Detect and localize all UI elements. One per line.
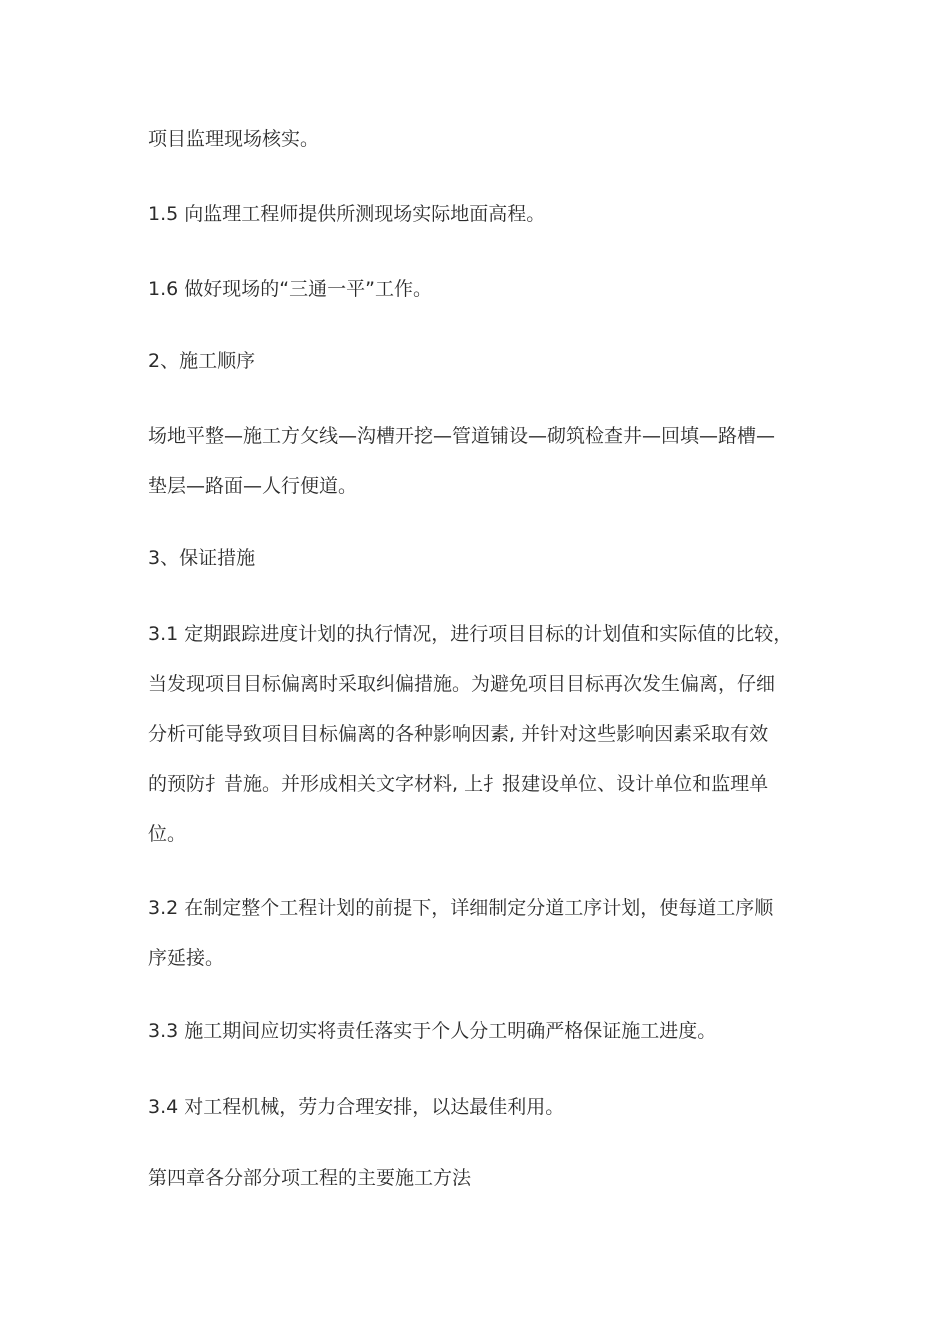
text-line: 的预防扌昔施。并形成相关文字材料, 上扌报建设单位、设计单位和监理单 <box>148 773 769 795</box>
heading-text: 第四章各分部分项工程的主要施工方法 <box>148 1167 472 1189</box>
text-line: 垫层—路面—人行便道。 <box>148 475 358 497</box>
text-line: 项目监理现场核实。 <box>148 128 320 150</box>
paragraph-1-6 <box>148 264 838 314</box>
paragraph-sequence <box>148 411 838 511</box>
chapter-heading-4 <box>148 1153 838 1203</box>
text-line: 3.1 定期跟踪进度计划的执行情况，进行项目目标的计划值和实际值的比较， <box>148 623 793 645</box>
paragraph-continuation <box>148 114 838 164</box>
section-heading-2 <box>148 336 838 386</box>
text-line: 分析可能导致项目目标偏离的各种影响因素, 并针对这些影响因素采取有效 <box>148 723 769 745</box>
paragraph-3-4 <box>148 1082 838 1132</box>
paragraph-3-1 <box>148 609 838 859</box>
paragraph-3-2 <box>148 883 838 983</box>
text-line: 当发现项目目标偏离时采取纠偏措施。为避免项目目标再次发生偏离，仔细 <box>148 673 776 695</box>
text-line: 3.2 在制定整个工程计划的前提下，详细制定分道工序计划，使每道工序顺 <box>148 897 774 919</box>
text-line: 3.3 施工期间应切实将责任落实于个人分工明确严格保证施工进度。 <box>148 1020 717 1042</box>
text-line: 场地平整—施工方攵线—沟槽开挖—管道铺设—砌筑检查井—回填—路槽— <box>148 425 776 447</box>
section-heading-3 <box>148 533 838 583</box>
heading-text: 2、施工顺序 <box>148 350 256 372</box>
heading-text: 3、保证措施 <box>148 547 256 569</box>
paragraph-3-3 <box>148 1006 838 1056</box>
text-line: 1.5 向监理工程师提供所测现场实际地面高程。 <box>148 203 546 225</box>
text-line: 1.6 做好现场的“三通一平”工作。 <box>148 278 432 300</box>
text-line: 3.4 对工程机械，劳力合理安排，以达最佳利用。 <box>148 1096 565 1118</box>
text-line: 序延接。 <box>148 947 225 969</box>
text-line: 位。 <box>148 823 187 845</box>
paragraph-1-5 <box>148 189 838 239</box>
